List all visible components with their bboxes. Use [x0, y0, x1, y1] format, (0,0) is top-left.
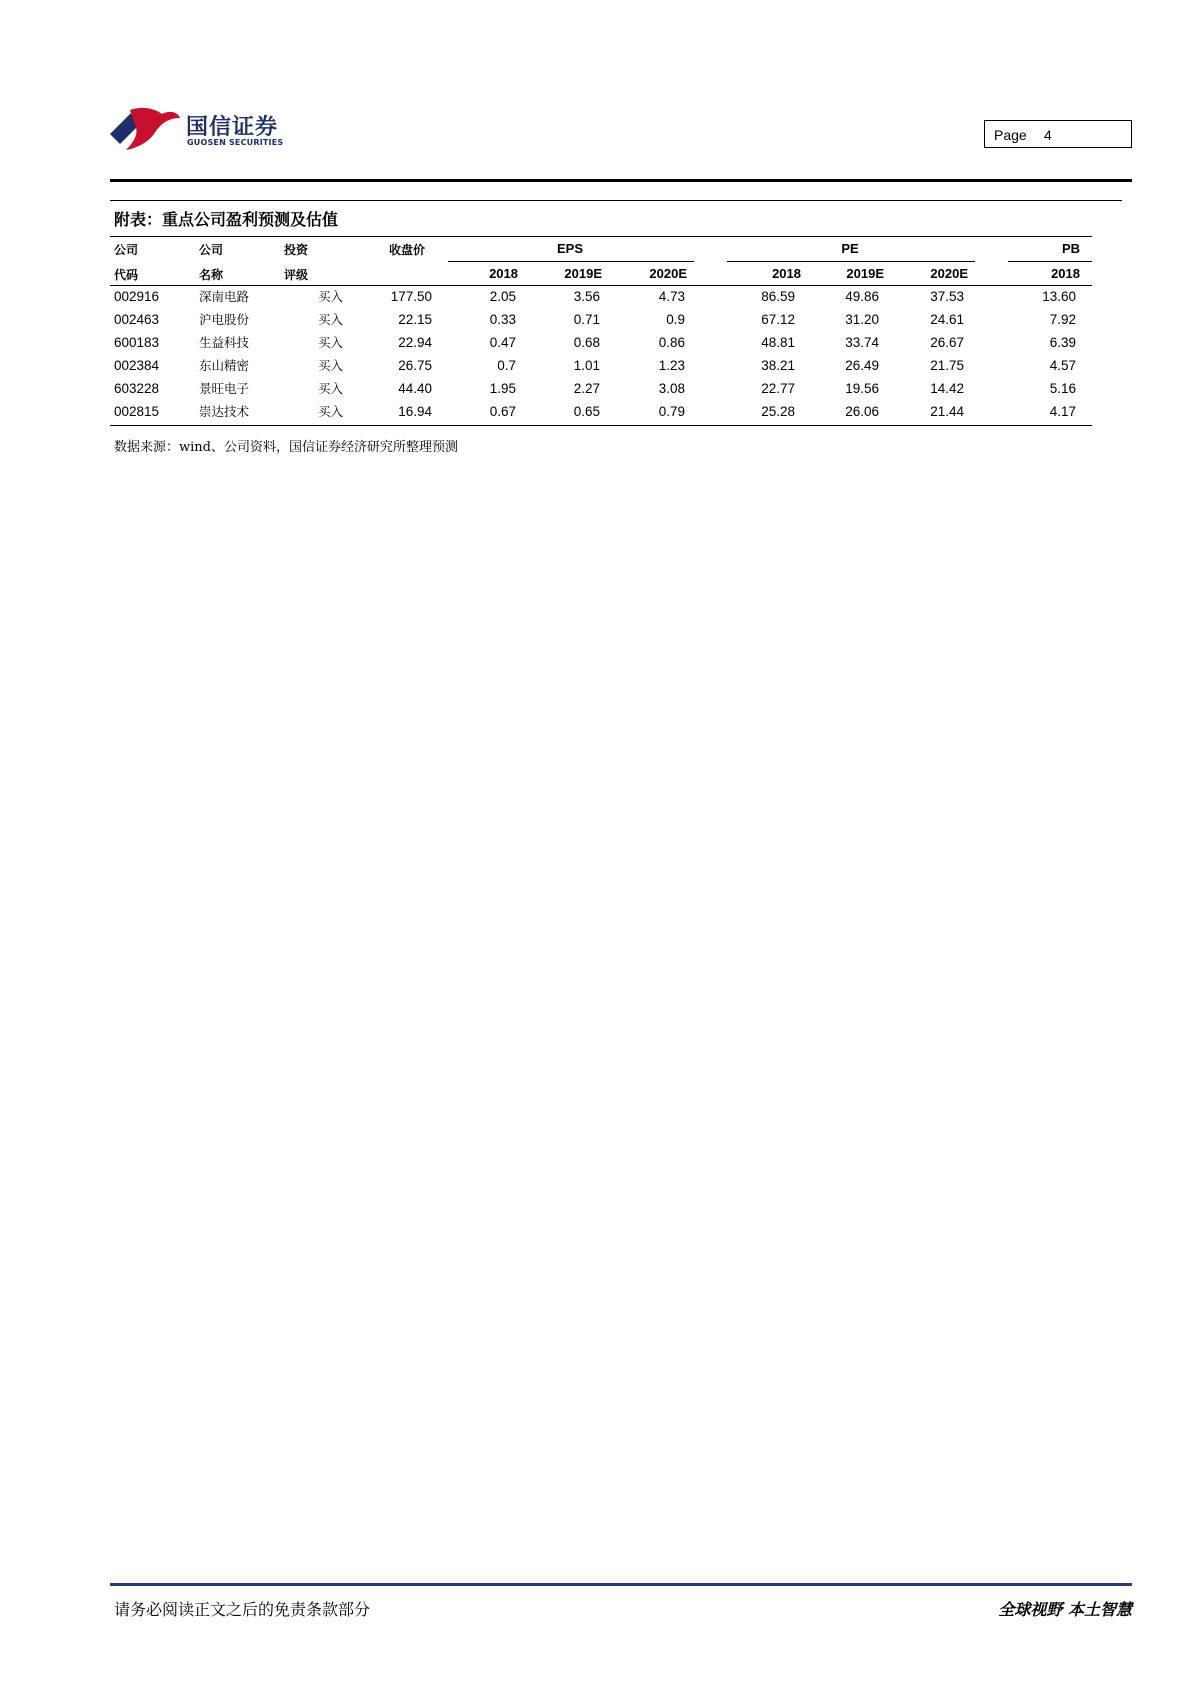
cell-eps-2018: 0.33	[489, 312, 516, 327]
page-number: 4	[1044, 127, 1052, 143]
cell-eps-2018: 0.67	[489, 404, 516, 419]
footer-divider	[110, 1583, 1132, 1586]
cell-pe-2020e: 24.61	[930, 312, 964, 327]
header-pe: PE	[841, 241, 859, 256]
cell-pe-2020e: 26.67	[930, 335, 964, 350]
header-pe-2020e: 2020E	[930, 266, 968, 281]
header-pb-2018: 2018	[1051, 266, 1080, 281]
cell-eps-2018: 2.05	[489, 289, 516, 304]
cell-eps-2019e: 0.65	[573, 404, 600, 419]
eps-group-divider	[448, 261, 694, 262]
cell-eps-2019e: 1.01	[573, 358, 600, 373]
cell-eps-2020e: 4.73	[658, 289, 685, 304]
table-row	[0, 332, 1200, 355]
footer-disclaimer: 请务必阅读正文之后的免责条款部分	[114, 1600, 371, 1619]
logo-chinese-text: 国信证券	[186, 115, 279, 140]
table-title-divider	[110, 236, 1092, 237]
cell-pe-2020e: 14.42	[930, 381, 964, 396]
cell-code: 600183	[114, 335, 160, 350]
cell-pe-2018: 22.77	[761, 381, 795, 396]
cell-eps-2020e: 0.86	[658, 335, 685, 350]
table-bottom-divider	[110, 425, 1092, 426]
table-top-divider	[110, 200, 1122, 201]
table-row	[0, 401, 1200, 424]
pe-group-divider	[727, 261, 975, 262]
cell-rating: 买入	[318, 335, 344, 350]
cell-name: 景旺电子	[199, 381, 250, 396]
cell-rating: 买入	[318, 404, 344, 419]
header-eps-2020e: 2020E	[649, 266, 687, 281]
cell-name: 崇达技术	[199, 404, 250, 419]
cell-eps-2019e: 2.27	[573, 381, 600, 396]
cell-pe-2018: 67.12	[761, 312, 795, 327]
cell-name: 深南电路	[199, 289, 250, 304]
table-row	[0, 355, 1200, 378]
cell-pe-2018: 48.81	[761, 335, 795, 350]
cell-eps-2018: 0.47	[489, 335, 516, 350]
header-pe-2018: 2018	[772, 266, 801, 281]
cell-rating: 买入	[318, 358, 344, 373]
cell-eps-2020e: 0.9	[666, 312, 685, 327]
cell-eps-2019e: 3.56	[573, 289, 600, 304]
cell-price: 44.40	[398, 381, 432, 396]
cell-code: 002384	[114, 358, 160, 373]
header-rating-bottom: 评级	[284, 268, 309, 282]
cell-eps-2020e: 1.23	[658, 358, 685, 373]
cell-pe-2019e: 49.86	[845, 289, 879, 304]
cell-price: 22.94	[398, 335, 432, 350]
cell-pe-2020e: 21.75	[930, 358, 964, 373]
header-eps-2019e: 2019E	[564, 266, 602, 281]
cell-pe-2019e: 31.20	[845, 312, 879, 327]
cell-price: 26.75	[398, 358, 432, 373]
cell-pb-2018: 4.57	[1049, 358, 1076, 373]
cell-eps-2019e: 0.68	[573, 335, 600, 350]
cell-name: 东山精密	[199, 358, 250, 373]
cell-price: 177.50	[390, 289, 432, 304]
cell-pb-2018: 7.92	[1049, 312, 1076, 327]
pb-group-divider	[1008, 261, 1092, 262]
footer-slogan: 全球视野 本土智慧	[998, 1600, 1132, 1619]
header-divider	[110, 179, 1132, 182]
cell-eps-2020e: 0.79	[658, 404, 685, 419]
cell-pe-2020e: 37.53	[930, 289, 964, 304]
cell-pe-2019e: 19.56	[845, 381, 879, 396]
cell-eps-2018: 1.95	[489, 381, 516, 396]
cell-pe-2018: 86.59	[761, 289, 795, 304]
cell-pe-2018: 38.21	[761, 358, 795, 373]
cell-pb-2018: 4.17	[1049, 404, 1076, 419]
cell-pb-2018: 13.60	[1042, 289, 1076, 304]
cell-price: 16.94	[398, 404, 432, 419]
cell-pb-2018: 6.39	[1049, 335, 1076, 350]
cell-price: 22.15	[398, 312, 432, 327]
header-price: 收盘价	[389, 243, 426, 257]
cell-pe-2018: 25.28	[761, 404, 795, 419]
cell-eps-2019e: 0.71	[573, 312, 600, 327]
cell-code: 603228	[114, 381, 160, 396]
cell-pb-2018: 5.16	[1049, 381, 1076, 396]
cell-code: 002916	[114, 289, 160, 304]
table-row	[0, 309, 1200, 332]
cell-code: 002463	[114, 312, 160, 327]
cell-pe-2020e: 21.44	[930, 404, 964, 419]
cell-pe-2019e: 33.74	[845, 335, 879, 350]
cell-eps-2018: 0.7	[497, 358, 516, 373]
guosen-logo-icon	[108, 106, 182, 152]
cell-code: 002815	[114, 404, 160, 419]
header-name-bottom: 名称	[199, 268, 224, 282]
header-eps-2018: 2018	[489, 266, 518, 281]
cell-name: 生益科技	[199, 335, 250, 350]
logo-english-text: GUOSEN SECURITIES	[187, 138, 284, 147]
table-title: 附表：重点公司盈利预测及估值	[114, 210, 339, 229]
cell-pe-2019e: 26.49	[845, 358, 879, 373]
header-rating-top: 投资	[284, 243, 309, 257]
cell-pe-2019e: 26.06	[845, 404, 879, 419]
cell-rating: 买入	[318, 312, 344, 327]
cell-eps-2020e: 3.08	[658, 381, 685, 396]
cell-rating: 买入	[318, 381, 344, 396]
header-pe-2019e: 2019E	[846, 266, 884, 281]
header-eps: EPS	[556, 241, 583, 256]
page-label: Page	[994, 127, 1027, 143]
data-source-note: 数据来源：wind、公司资料，国信证券经济研究所整理预测	[114, 440, 458, 455]
table-row	[0, 378, 1200, 401]
header-code-bottom: 代码	[114, 268, 139, 282]
cell-rating: 买入	[318, 289, 344, 304]
header-name-top: 公司	[199, 243, 224, 257]
header-pb: PB	[1061, 241, 1080, 256]
cell-name: 沪电股份	[199, 312, 250, 327]
header-code-top: 公司	[114, 243, 139, 257]
table-row	[0, 286, 1200, 309]
